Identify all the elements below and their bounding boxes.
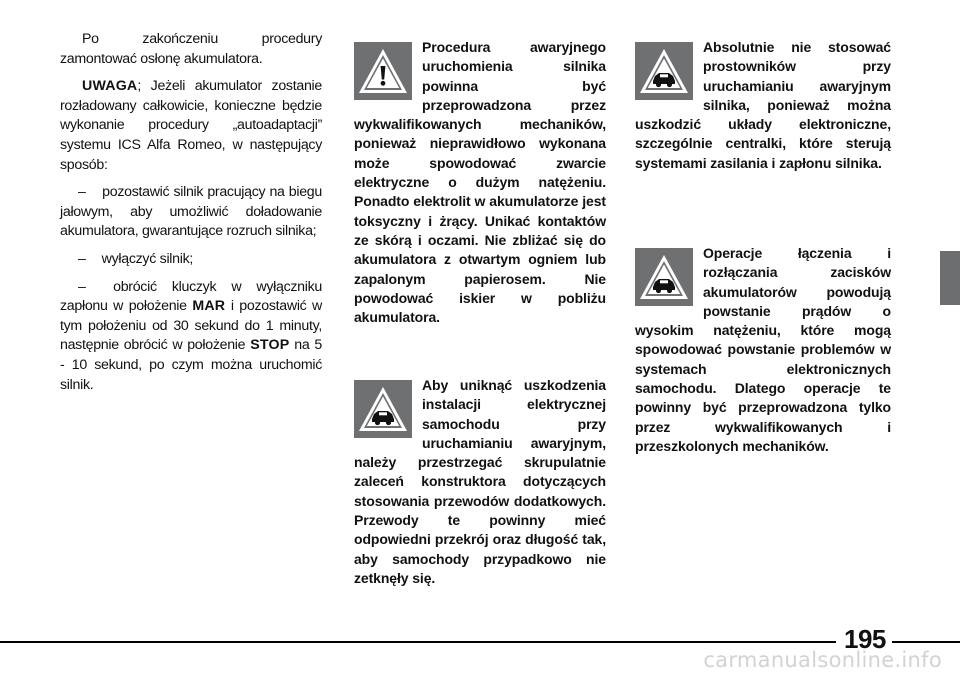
page-number: 195: [844, 624, 886, 654]
left-column: [60, 30, 322, 395]
list-item-text: wyłączyć silnik;: [101, 250, 194, 267]
list-item-text: na 5 - 10 sekund, po czym można uruchomić silnik.: [60, 337, 322, 393]
note-text: ; Jeżeli akumulator zostanie rozładowany całkowicie, konieczne będzie wykonanie procedury „autoadaptacji” systemu ICS Alfa Romeo, w następujący sposób:: [60, 78, 322, 173]
list-item: [60, 183, 322, 242]
warning-text: Procedura awaryjnego uruchomienia silnika powinna być przeprowadzona przez wykwalifikowanych mechaników, ponieważ nieprawidłowo wykonana może spowodować zwarcie elektryczne o dużym natężeniu. Ponadto elektrolit w akumulatorze jest toksyczny i żrący. Unikać kontaktów ze skórą i oczami. Nie zbliżać się do akumulatora z otwartym ogniem lub zapalonym papierosem. Nie powodować iskier w pobliżu akumulatora.: [354, 39, 606, 326]
paragraph-battery-cover: Po zakończeniu procedury zamontować osłonę akumulatora.: [60, 31, 322, 67]
section-tab-marker: [940, 251, 960, 305]
list-item-text: obrócić kluczyk w wyłączniku zapłonu w położenie: [60, 278, 322, 315]
list-item: [60, 278, 322, 396]
warning-block: [635, 38, 891, 173]
warning-block: [635, 244, 891, 456]
warning-text: Operacje łączenia i rozłączania zacisków akumulatorów powodują powstanie prądów o wysokim natężeniu, które mogą spowodować powstanie problemów w systemach elektronicznych samochodu. Dlatego operacje te powinny być przeprowadzona tylko przez wykwalifikowanych i przeszkolonych mechaników.: [635, 245, 891, 454]
key-position-mar: MAR: [192, 298, 226, 315]
warning-triangle-car-icon: [635, 42, 693, 100]
warning-block: [354, 376, 606, 588]
list-dash: –: [78, 278, 86, 295]
warning-triangle-car-icon: [354, 380, 412, 438]
list-item: [60, 250, 322, 270]
paragraph-note: [60, 77, 322, 175]
warning-text: Absolutnie nie stosować prostowników przy uruchamianiu awaryjnym silnika, ponieważ można uszkodzić układy elektroniczne, szczególnie centralki, które sterują systemami zasilania i zapłonu silnika.: [635, 39, 891, 171]
warning-block: [354, 38, 606, 327]
list-item-text: pozostawić silnik pracujący na biegu jałowym, aby umożliwić doładowanie akumulatora, gwarantujące rozruch silnika;: [60, 184, 322, 240]
warning-text: Aby uniknąć uszkodzenia instalacji elektrycznej samochodu przy uruchamianiu awaryjnym, należy przestrzegać skrupulatnie zaleceń konstruktora dotyczących stosowania przewodów dodatkowych. Przewody te powinny mieć odpowiedni przekrój oraz długość tak, aby samochody przypadkowo nie zetknęły się.: [354, 377, 606, 586]
footer-rule: [0, 641, 836, 643]
note-label: UWAGA: [82, 78, 138, 95]
watermark: carmanualsonline.info: [703, 648, 942, 672]
warning-triangle-car-icon: [635, 248, 693, 306]
warning-triangle-exclamation-icon: [354, 42, 412, 100]
list-dash: –: [78, 184, 86, 201]
list-item-text: i pozostawić w tym położeniu od 30 sekund do 1 minuty, następnie obrócić w położenie: [60, 298, 322, 354]
footer-rule: [892, 641, 960, 643]
list-dash: –: [78, 250, 86, 267]
key-position-stop: STOP: [250, 337, 290, 354]
